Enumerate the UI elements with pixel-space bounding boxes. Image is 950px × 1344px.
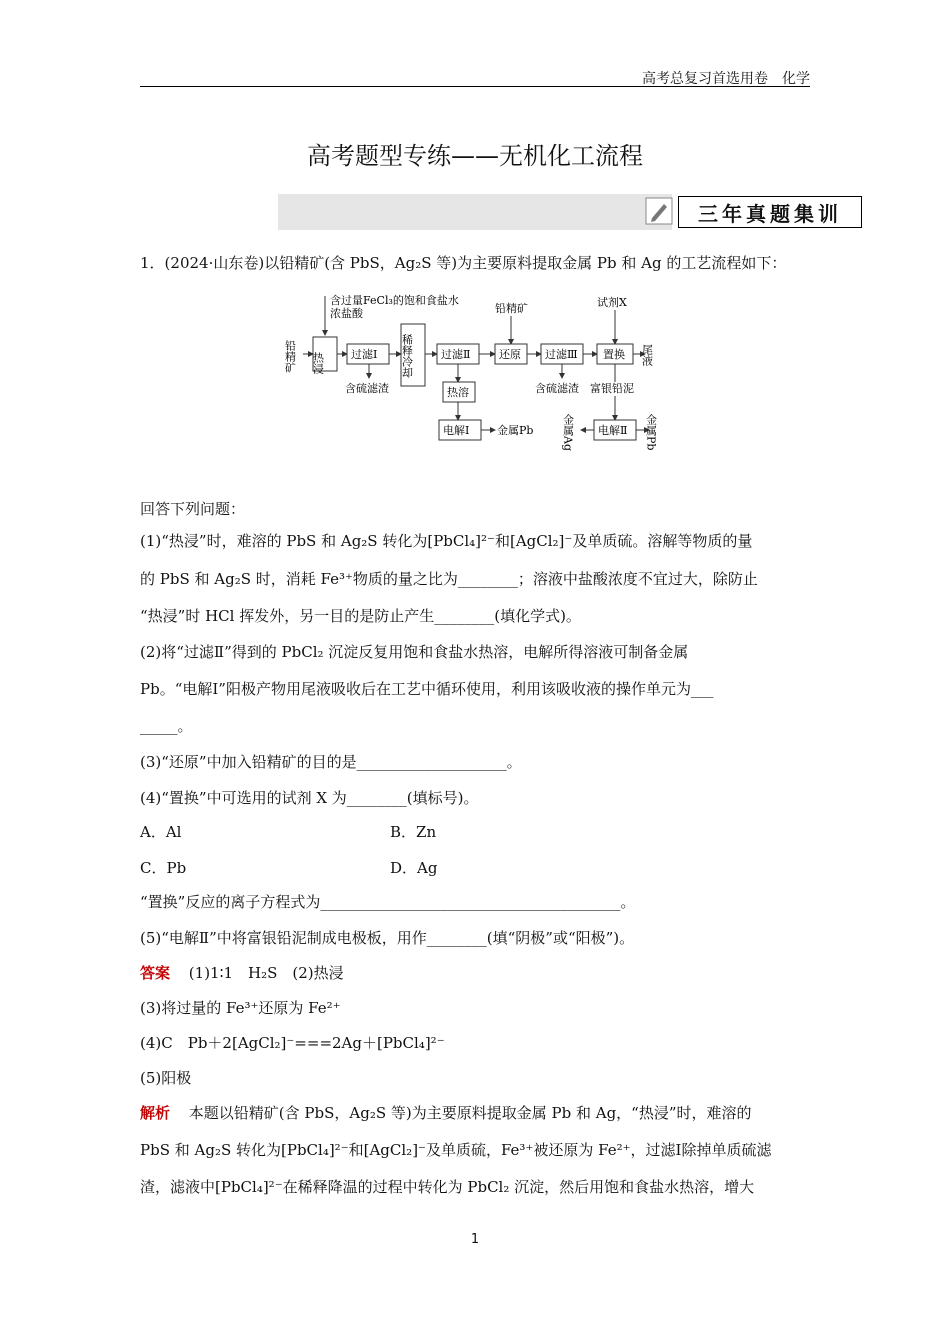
analysis-label: 解析 (140, 1104, 171, 1122)
q4-line: (4)“置换”中可选用的试剂 X 为________(填标号)。 (140, 789, 479, 807)
answer-line-1 (140, 962, 344, 983)
q1-line-b: 的 PbS 和 Ag₂S 时，消耗 Fe³⁺物质的量之比为________；溶液中盐酸浓度不宜过大，除防止 (140, 570, 758, 588)
option-b: B．Zn (390, 823, 437, 841)
answer-label: 答案 (140, 964, 171, 982)
box-hot-leach-text: 热浸 (311, 352, 325, 374)
answer-line-2: (3)将过量的 Fe³⁺还原为 Fe²⁺ (140, 999, 341, 1017)
answer-line-4: (5)阳极 (140, 1069, 192, 1087)
box-dilute-cool-text: 稀释冷却 (400, 334, 414, 378)
answer-text-1: (1)1∶1 H₂S (2)热浸 (188, 964, 344, 982)
option-d: D．Ag (390, 859, 438, 877)
box-replace-text: 置换 (603, 348, 625, 361)
reagent-top-label-2: 浓盐酸 (330, 307, 363, 320)
answer-prompt: 回答下列问题： (140, 500, 246, 518)
header-text: 高考总复习首选用卷 化学 (642, 71, 810, 87)
analysis-text-1: 本题以铅精矿(含 PbS，Ag₂S 等)为主要原料提取金属 Pb 和 Ag，“热浸”时，难溶的 (188, 1104, 752, 1122)
metal-pb-1-label: 金属Pb (497, 424, 534, 437)
reagent-top-label: 含过量FeCl₃的饱和食盐水 (330, 294, 459, 307)
q1-line-a: (1)“热浸”时，难溶的 PbS 和 Ag₂S 转化为[PbCl₄]²⁻和[AgCl₂]⁻及单质硫。溶解等物质的量 (140, 532, 753, 550)
question-stem: 1．(2024·山东卷)以铅精矿(含 PbS，Ag₂S 等)为主要原料提取金属 Pb 和 Ag 的工艺流程如下： (140, 254, 787, 272)
box-filter-1-text: 过滤Ⅰ (351, 348, 378, 361)
analysis-line-3: 渣，滤液中[PbCl₄]²⁻在稀释降温的过程中转化为 PbCl₂ 沉淀，然后用饱和食盐水热溶，增大 (140, 1178, 755, 1196)
ore-mid-label: 铅精矿 (495, 302, 528, 315)
residue-2-label: 含硫滤渣 (535, 382, 579, 395)
pencil-icon (644, 196, 674, 226)
q1-line-c: “热浸”时 HCl 挥发外，另一目的是防止产生________(填化学式)。 (140, 607, 581, 625)
page-number: 1 (470, 1232, 480, 1247)
section-banner (278, 194, 842, 230)
q2-line-b: Pb。“电解Ⅰ”阳极产物用尾液吸收后在工艺中循环使用，利用该吸收液的操作单元为___ (140, 680, 714, 698)
box-hot-dissolve-text: 热溶 (447, 386, 469, 399)
q5-line: (5)“电解Ⅱ”中将富银铅泥制成电极板，用作________(填“阴极”或“阳极”)。 (140, 929, 635, 947)
analysis-line-1 (140, 1102, 752, 1123)
q4-equation-line: “置换”反应的离子方程式为________________________________________。 (140, 893, 636, 911)
box-filter-2-text: 过滤Ⅱ (441, 348, 471, 361)
box-electrolysis-1-text: 电解Ⅰ (443, 424, 470, 437)
answer-line-3: (4)C Pb＋2[AgCl₂]⁻===2Ag＋[PbCl₄]²⁻ (140, 1034, 445, 1052)
header-rule (140, 86, 810, 87)
ore-left-label: 铅精矿 (283, 340, 297, 373)
q2-line-c: _____。 (140, 717, 193, 735)
silver-mud-label: 富银铅泥 (590, 382, 634, 395)
q3-line: (3)“还原”中加入铅精矿的目的是____________________。 (140, 753, 522, 771)
option-a: A．Al (140, 823, 182, 841)
residue-1-label: 含硫滤渣 (345, 382, 389, 395)
analysis-line-2: PbS 和 Ag₂S 转化为[PbCl₄]²⁻和[AgCl₂]⁻及单质硫，Fe³⁺被还原为 Fe²⁺，过滤Ⅰ除掉单质硫滤 (140, 1141, 772, 1159)
box-electrolysis-2-text: 电解Ⅱ (598, 424, 628, 437)
process-flow-diagram (285, 292, 665, 462)
box-filter-3-text: 过滤Ⅲ (545, 348, 578, 361)
box-reduce-text: 还原 (499, 348, 521, 361)
page-title: 高考题型专练——无机化工流程 (307, 142, 643, 170)
reagent-x-label: 试剂X (597, 296, 627, 309)
metal-ag-label: 金属Ag (561, 414, 575, 451)
tail-liquid-label: 尾液 (640, 344, 654, 366)
banner-label: 三年真题集训 (678, 196, 862, 228)
metal-pb-2-label: 金属Pb (644, 414, 658, 451)
q2-line-a: (2)将“过滤Ⅱ”得到的 PbCl₂ 沉淀反复用饱和食盐水热溶，电解所得溶液可制备金属 (140, 643, 689, 661)
option-c: C．Pb (140, 859, 187, 877)
